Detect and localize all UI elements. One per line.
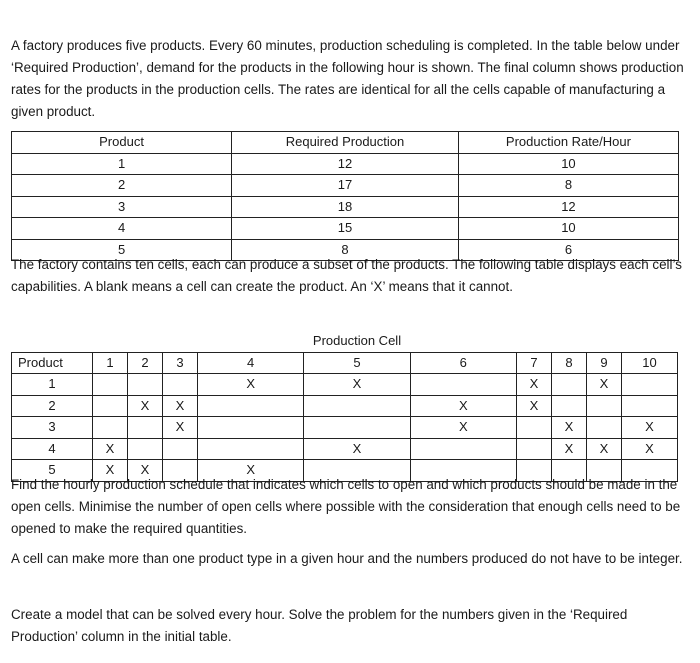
table-cell: 1 [12,153,232,175]
table-row [12,395,678,417]
capability-mark [587,395,622,417]
capability-mark: X [587,438,622,460]
capability-mark [552,374,587,396]
capability-mark: X [198,374,304,396]
product-number: 1 [12,374,93,396]
capability-mark: X [93,460,128,482]
capability-mark [304,395,410,417]
capability-mark: X [622,438,678,460]
capability-mark [622,395,678,417]
task-paragraph-1: Find the hourly production schedule that indicates which cells to open and which products should be made in the open cells. Minimise the number of open cells where possible with the consideration that enough cells need to be opened to make the required quantities. [11,477,681,536]
table-cell: 12 [232,153,459,175]
table-header-row [12,352,678,374]
capability-mark: X [304,438,410,460]
capability-mark: X [304,374,410,396]
table-row [12,417,678,439]
capability-mark [552,395,587,417]
table-cell: 6 [458,239,678,261]
capability-mark [128,438,163,460]
table-cell: 10 [458,218,678,240]
capability-mark [93,417,128,439]
capability-mark [198,438,304,460]
table-row [12,196,679,218]
col-header-cell: 2 [128,352,163,374]
capability-mark: X [587,374,622,396]
table-cell: 10 [458,153,678,175]
table-cell: 12 [458,196,678,218]
table-row [12,218,679,240]
capability-mark [93,374,128,396]
task-paragraph-2: A cell can make more than one product type in a given hour and the numbers produced do not have to be integer. [11,551,683,566]
capability-mark [93,395,128,417]
capability-mark [304,417,410,439]
col-header-product: Product [12,132,232,154]
col-header-required: Required Production [232,132,459,154]
capability-mark: X [93,438,128,460]
col-header-cell: 7 [517,352,552,374]
capability-mark [517,438,552,460]
capability-mark [198,417,304,439]
capability-mark: X [128,395,163,417]
cell-capability-table [11,331,678,482]
product-number: 3 [12,417,93,439]
col-header-cell: 6 [410,352,516,374]
capability-mark: X [410,395,516,417]
product-number: 4 [12,438,93,460]
required-production-table [11,131,679,261]
capability-mark: X [517,374,552,396]
table-cell: 15 [232,218,459,240]
capability-mark [198,395,304,417]
capability-mark [128,417,163,439]
col-header-cell: 10 [622,352,678,374]
capability-mark [163,374,198,396]
table-cell: 8 [458,175,678,197]
task-paragraph-3: Create a model that can be solved every hour. Solve the problem for the numbers given in the ‘Required Production’ column in the initial table. [11,607,628,644]
product-number: 5 [12,460,93,482]
capability-mark: X [198,460,304,482]
table-cell: 4 [12,218,232,240]
table-row [12,438,678,460]
col-header-product: Product [12,352,93,374]
capability-mark: X [163,417,198,439]
table-cell: 17 [232,175,459,197]
table-cell: 3 [12,196,232,218]
capability-mark [587,417,622,439]
capability-mark [163,438,198,460]
col-header-cell: 1 [93,352,128,374]
col-header-rate: Production Rate/Hour [458,132,678,154]
capability-mark: X [517,395,552,417]
table-cell: 5 [12,239,232,261]
capability-mark [622,374,678,396]
capability-mark [410,374,516,396]
col-header-cell: 8 [552,352,587,374]
table-cell: 8 [232,239,459,261]
col-header-cell: 9 [587,352,622,374]
capability-mark: X [552,417,587,439]
cell-description-paragraph: The factory contains ten cells, each can produce a subset of the products. The following table displays each cell’s capabilities. A blank means a cell can create the product. An ‘X’ means that it cannot. [11,257,682,294]
production-cell-header: Production Cell [198,331,517,352]
table-row [12,153,679,175]
capability-mark: X [128,460,163,482]
intro-paragraph: A factory produces five products. Every 60 minutes, production scheduling is completed. In the table below under ‘Required Production’, demand for the products in the following hour is shown. The final column shows production rates for the products in the production cells. The rates are identical for all the cells capable of manufacturing a given product. [11,38,684,119]
table-row [12,374,678,396]
col-header-cell: 3 [163,352,198,374]
capability-mark: X [410,417,516,439]
table-cell: 18 [232,196,459,218]
capability-mark [128,374,163,396]
col-header-cell: 5 [304,352,410,374]
capability-mark [517,417,552,439]
table-cell: 2 [12,175,232,197]
capability-mark: X [163,395,198,417]
capability-mark: X [622,417,678,439]
table-header-row [12,132,679,154]
capability-mark: X [552,438,587,460]
product-number: 2 [12,395,93,417]
col-header-cell: 4 [198,352,304,374]
capability-mark [410,438,516,460]
table-row [12,175,679,197]
